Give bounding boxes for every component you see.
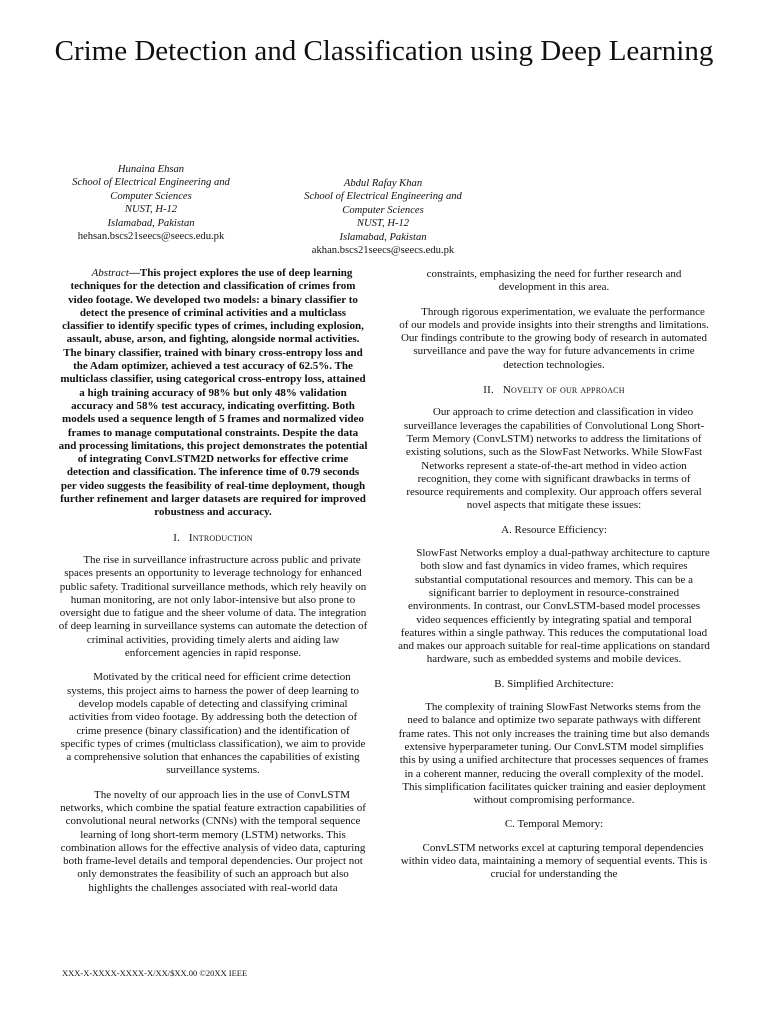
author-block-2 — [288, 177, 478, 257]
author-affiliation: Computer Sciences — [110, 190, 192, 202]
intro-paragraph-3: The novelty of our approach lies in the use of ConvLSTM networks, which combine the spatial feature extraction capabilities of convolutional neural networks (CNNs) with the temporal sequence learning of long short-term memory (LSTM) networks. This combination allows for the effective analysis of video data, capturing both frame-level details and temporal dependencies. Our project not only demonstrates the feasibility of such an approach but also highlights the challenges associated with real-world data — [60, 788, 366, 894]
subsection-heading-c: C. Temporal Memory: — [504, 818, 604, 831]
abstract-lead: Abstract — [91, 267, 129, 279]
intro-paragraph-4: Through rigorous experimentation, we evaluate the performance of our models and provide insights into their strengths and limitations. Our findings contribute to the growing body of research in automated surveillance and pave the way for future advancements in crime detection technologies. — [399, 305, 709, 371]
subsection-heading-a: A. Resource Efficiency: — [501, 523, 607, 536]
author-affiliation: School of Electrical Engineering and — [304, 191, 462, 203]
abstract — [58, 267, 368, 520]
novelty-paragraph-1: Our approach to crime detection and classification in video surveillance leverages the capabilities of Convolutional Long Short-Term Memory (ConvLSTM) networks to address the limitations of existing solutions, such as the SlowFast Networks. While SlowFast Networks represent a state-of-the-art method in video action recognition, they come with significant drawbacks in terms of resource requirements and complexity. Our approach offers several novel aspects that mitigate these issues: — [403, 406, 705, 512]
left-column — [58, 267, 368, 906]
author-email: akhan.bscs21seecs@seecs.edu.pk — [311, 245, 455, 257]
right-column — [398, 268, 710, 893]
author-email: hehsan.bscs21seecs@seecs.edu.pk — [77, 231, 225, 243]
section-title: Introduction — [188, 531, 253, 544]
section-heading-novelty — [398, 384, 710, 397]
author-affiliation: Computer Sciences — [342, 204, 424, 216]
author-location: Islamabad, Pakistan — [107, 217, 195, 229]
section-number: I. — [173, 531, 181, 544]
author-affiliation: School of Electrical Engineering and — [72, 177, 230, 189]
intro-paragraph-1: The rise in surveillance infrastructure across public and private spaces presents an opportunity to leverage technology for enhanced public safety. Traditional surveillance methods, which rely heavily on human monitoring, are not only labor-intensive but also prone to oversight due to fatigue and the sheer volume of data. The integration of deep learning in surveillance systems can automate the detection of criminal activities, providing timely alerts and aiding law enforcement agencies in rapid response. — [58, 553, 368, 660]
abstract-text: This project explores the use of deep learning techniques for the detection and classification of crimes from video footage. We developed two models: a binary classifier to detect the presence of criminal activities and a multiclass classifier to identify specific types of crimes, including explosion, assault, abuse, arson, and fighting, alongside normal activities. The binary classifier, trained with binary cross-entropy loss and the Adam optimizer, achieved a test accuracy of 62.5%. The multiclass classifier, using categorical cross-entropy loss, attained a high training accuracy of 98% but only 48% validation accuracy and 58% test accuracy, indicating overfitting. Both models used a sequence length of 5 frames and normalized video frames to manage computational constraints. Despite the data and processing limitations, this project demonstrates the potential of integrating ConvLSTM2D networks for effective crime detection and classification. The inference time of 0.79 seconds per video suggests the feasibility of real-time deployment, though further refinement and larger datasets are required for improved robustness and accuracy. — [58, 267, 368, 519]
author-name: Hunaina Ehsan — [117, 164, 185, 175]
paper-title: Crime Detection and Classification using Deep Learning — [54, 35, 714, 67]
author-institution: NUST, H-12 — [356, 218, 410, 230]
author-block-1 — [56, 163, 246, 243]
subsection-a-text: SlowFast Networks employ a dual-pathway architecture to capture both slow and fast dynamics in video frames, which requires substantial computational resources and memory. This can be a significant barrier to deployment in resource-constrained environments. In contrast, our ConvLSTM-based model processes video sequences efficiently by integrating spatial and temporal features within a single pathway. This reduces the computational load and makes our approach suitable for real-time applications on standard hardware, such as embedded systems and mobile devices. — [398, 547, 710, 666]
intro-paragraph-2: Motivated by the critical need for efficient crime detection systems, this project aims to harness the power of deep learning to develop models capable of detecting and classifying criminal activities from video footage. By addressing both the detection of crime presence (binary classification) and the identification of specific types of crimes (multiclass classification), we aim to provide a comprehensive solution that enhances the capabilities of existing surveillance systems. — [60, 671, 366, 777]
subsection-heading-b: B. Simplified Architecture: — [494, 677, 614, 690]
author-institution: NUST, H-12 — [124, 204, 178, 216]
section-heading-introduction — [58, 532, 368, 545]
section-title: Novelty of our approach — [502, 384, 625, 397]
subsection-c-text: ConvLSTM networks excel at capturing temporal dependencies within video data, maintaining a memory of sequential events. This is crucial for understanding the — [400, 841, 708, 881]
author-location: Islamabad, Pakistan — [339, 231, 427, 243]
abstract-dash: — — [128, 267, 140, 279]
subsection-b-text: The complexity of training SlowFast Networks stems from the need to balance and optimize two separate pathways with different frame rates. This not only increases the training time but also demands extensive hyperparameter tuning. Our ConvLSTM model simplifies this by using a unified architecture that processes sequences of frames in a coherent manner, reducing the overall complexity of the model. This simplification facilitates quicker training and easier deployment without compromising performance. — [398, 701, 710, 807]
copyright-footer: XXX-X-XXXX-XXXX-X/XX/$XX.00 ©20XX IEEE — [62, 968, 248, 978]
intro-paragraph-3-continued: constraints, emphasizing the need for further research and development in this area. — [426, 268, 682, 294]
author-name: Abdul Rafay Khan — [343, 178, 423, 189]
section-number: II. — [483, 384, 494, 397]
